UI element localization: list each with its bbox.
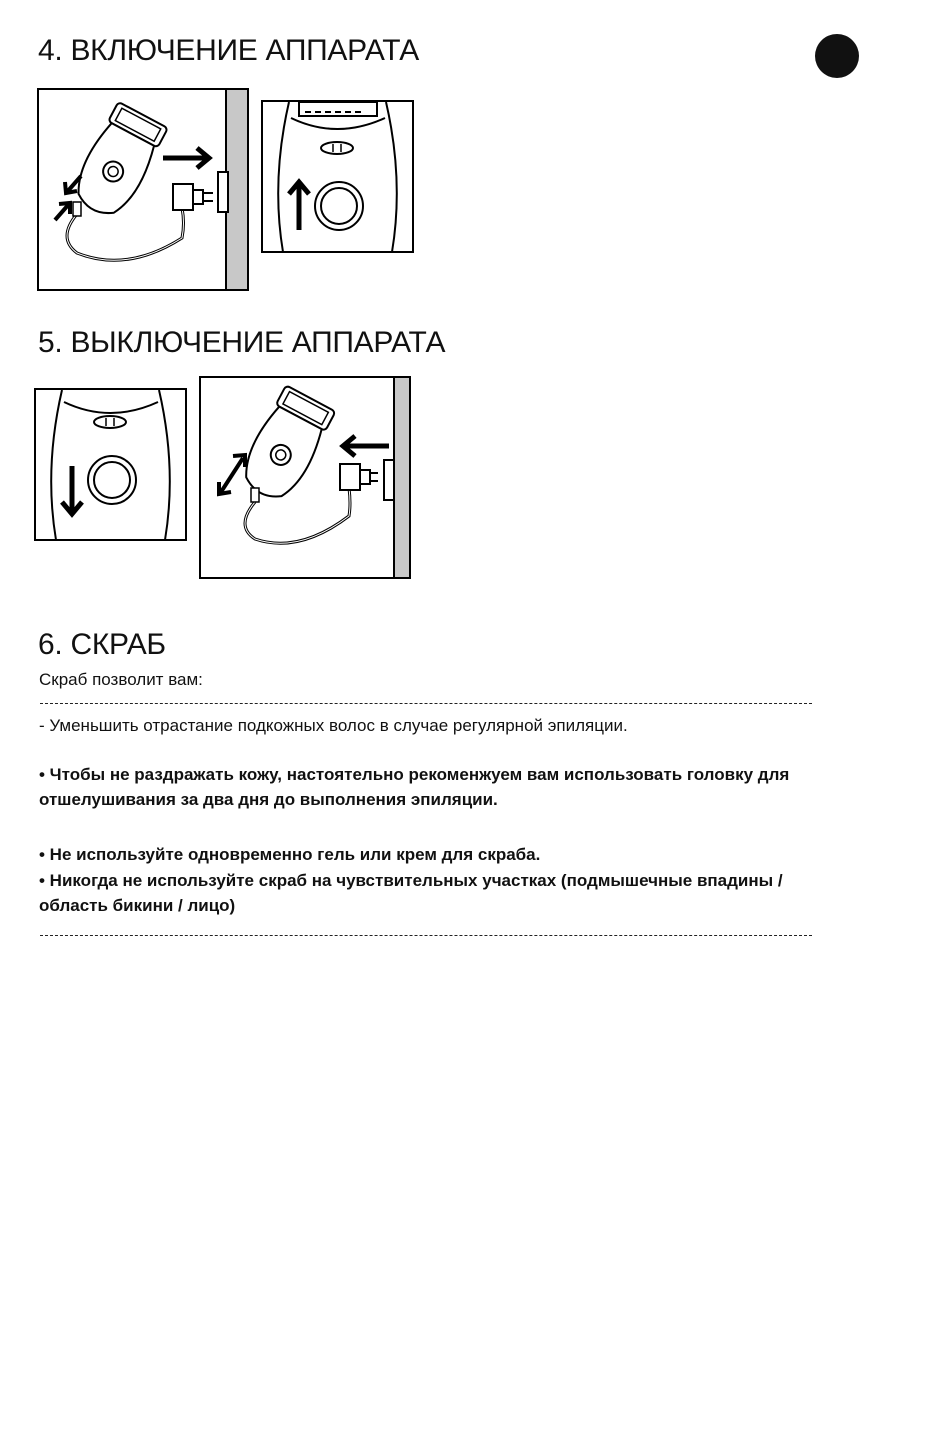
section-title-power-off: 5. ВЫКЛЮЧЕНИЕ АППАРАТА — [38, 326, 446, 359]
divider-bottom — [40, 935, 812, 936]
scrub-intro: Скраб позволит вам: — [39, 670, 203, 689]
switch-down-illustration — [34, 388, 187, 541]
unplug-adapter-illustration — [199, 376, 411, 579]
section-title-scrub: 6. СКРАБ — [38, 628, 166, 661]
scrub-warning-1: • Чтобы не раздражать кожу, настоятельно рекоменжуем вам использовать головку для отшелушивания за два дня до выполнения эпиляции. — [39, 765, 790, 809]
scrub-warning-3: • Никогда не используйте скраб на чувствительных участках (подмышечные впадины / область бикини / лицо) — [39, 871, 783, 915]
switch-up-illustration — [261, 100, 414, 253]
scrub-benefit: - Уменьшить отрастание подкожных волос в случае регулярной эпиляции. — [39, 716, 628, 735]
section-marker-icon — [815, 34, 859, 78]
section-title-power-on: 4. ВКЛЮЧЕНИЕ АППАРАТА — [38, 34, 419, 67]
plug-in-adapter-illustration — [37, 88, 249, 291]
divider-top — [40, 703, 812, 704]
scrub-warning-2: • Не используйте одновременно гель или крем для скраба. — [39, 845, 541, 864]
